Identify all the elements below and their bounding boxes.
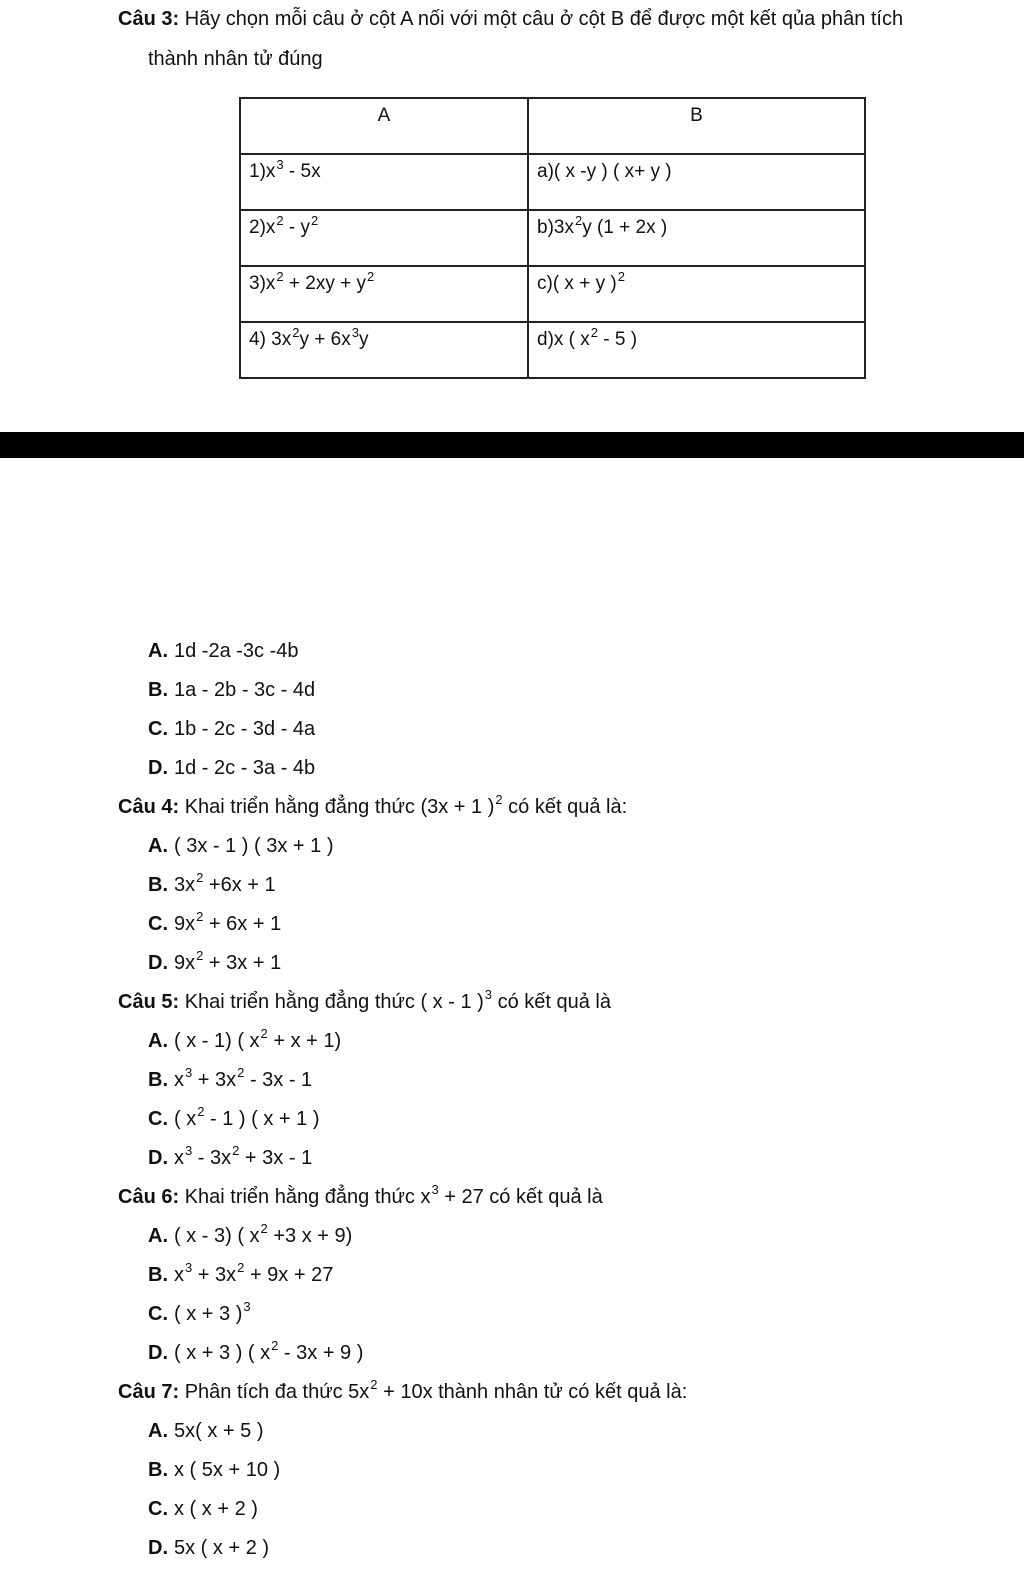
text-span: + 3x + 1 [203,952,282,974]
text-span: 2)x [249,217,276,238]
option-letter: A. [148,640,168,662]
superscript: 2 [197,1104,205,1119]
text-span: + 3x [192,1264,237,1286]
column-a-header: A [240,98,528,154]
text-span: - 5 ) [598,329,638,350]
text-span: Khai triển hằng đẳng thức (3x + 1 ) [184,796,495,818]
text-span: ( x + 3 ) [174,1303,243,1325]
text-span: 1d -2a -3c -4b [174,640,299,662]
option-letter: A. [148,1030,168,1052]
text-span: có kết quả là: [502,796,628,818]
cell-a-3 [240,266,528,322]
superscript: 2 [237,1065,245,1080]
cell-b-3 [528,266,865,322]
superscript: 2 [574,213,583,228]
text-span: +3 x + 9) [267,1225,353,1247]
cell-a-1 [240,154,528,210]
text-span: ( x - 1) ( x [174,1030,260,1052]
option-letter: D. [148,952,168,974]
cell-b-1 [528,154,865,210]
column-b-header: B [528,98,865,154]
superscript: 3 [484,987,493,1002]
question-label: Câu 5: [118,991,180,1013]
q5-option-b[interactable] [148,1065,313,1092]
superscript: 2 [260,1026,268,1041]
text-span: +6x + 1 [203,874,276,896]
text-span: Khai triển hằng đẳng thức ( x - 1 ) [184,991,484,1013]
text-span: d)x ( x [537,329,590,350]
q6-option-b[interactable] [148,1260,334,1287]
question-label: Câu 3: [118,8,180,30]
q4-option-d[interactable] [148,948,282,975]
superscript: 2 [617,269,625,284]
text-span: ( x [174,1108,197,1130]
text-span: 5x( x + 5 ) [174,1420,264,1442]
superscript: 2 [590,325,599,340]
question-label: Câu 4: [118,796,180,818]
text-span: + 10x thành nhân tử có kết quả là: [377,1381,688,1403]
superscript: 2 [196,909,204,924]
text-span: + 3x - 1 [239,1147,313,1169]
question-4-title [118,792,628,819]
text-span: có kết quả là [492,991,611,1013]
q7-option-d[interactable] [148,1537,269,1560]
q7-option-c[interactable] [148,1498,258,1521]
text-span: + 27 có kết quả là [438,1186,603,1208]
text-span: x [174,1147,184,1169]
text-span: 9x [174,952,196,974]
q6-option-d[interactable] [148,1338,364,1365]
text-span: 3x [174,874,196,896]
cell-a-4 [240,322,528,378]
cell-b-4 [528,322,865,378]
q3-option-b[interactable] [148,679,315,702]
q6-option-c[interactable] [148,1299,251,1326]
text-span: a)( x -y ) ( x+ y ) [537,161,672,182]
q7-option-a[interactable] [148,1420,263,1443]
option-letter: B. [148,1069,168,1091]
text-span: + 3x [192,1069,237,1091]
matching-table [239,97,866,379]
text-span: - 5x [283,161,321,182]
question-6-title [118,1182,603,1209]
text-span: y [358,329,369,350]
text-span: + 6x + 1 [203,913,282,935]
superscript: 3 [276,157,284,172]
text-span: - 3x - 1 [244,1069,313,1091]
option-letter: C. [148,913,168,935]
question-5-title [118,987,611,1014]
text-span: x ( x + 2 ) [174,1498,258,1520]
text-span: + 9x + 27 [244,1264,334,1286]
option-letter: A. [148,835,168,857]
table-row [240,322,865,378]
superscript: 2 [260,1221,268,1236]
q5-option-d[interactable] [148,1143,313,1170]
text-span: b)3x [537,217,574,238]
superscript: 3 [431,1182,439,1197]
superscript: 3 [351,325,359,340]
superscript: 2 [276,269,284,284]
option-letter: B. [148,1459,168,1481]
text-span: y + 6x [299,329,351,350]
superscript: 2 [237,1260,245,1275]
text-span: ( x + 3 ) ( x [174,1342,271,1364]
text-span: x [174,1264,184,1286]
option-letter: A. [148,1225,168,1247]
text-span: + x + 1) [267,1030,342,1052]
option-letter: D. [148,1342,168,1364]
q3-option-c[interactable] [148,718,315,741]
superscript: 2 [367,269,375,284]
text-span: 1d - 2c - 3a - 4b [174,757,316,779]
option-letter: C. [148,718,168,740]
q7-option-b[interactable] [148,1459,280,1482]
text-span: + 2xy + y [283,273,367,294]
text-span: - 1 ) ( x + 1 ) [204,1108,320,1130]
q4-option-a[interactable] [148,835,333,858]
question-3-text-continued: thành nhân tử đúng [148,48,323,70]
question-text: Hãy chọn mỗi câu ở cột A nối với một câu ở cột B để được một kết qủa phân tích [184,8,904,30]
text-span: Khai triển hằng đẳng thức x [184,1186,431,1208]
text-span: c)( x + y ) [537,273,617,294]
option-letter: B. [148,874,168,896]
superscript: 3 [185,1065,193,1080]
option-letter: D. [148,1147,168,1169]
option-letter: B. [148,679,168,701]
option-letter: B. [148,1264,168,1286]
text-span: x ( 5x + 10 ) [174,1459,281,1481]
text-span: x [174,1069,184,1091]
q3-option-d[interactable] [148,757,315,780]
q6-option-a[interactable] [148,1221,353,1248]
text-span: 9x [174,913,196,935]
cell-a-2 [240,210,528,266]
superscript: 2 [196,870,204,885]
table-header-row [240,98,865,154]
option-letter: A. [148,1420,168,1442]
text-span: 1b - 2c - 3d - 4a [174,718,316,740]
text-span: ( 3x - 1 ) ( 3x + 1 ) [174,835,334,857]
text-span: 3)x [249,273,276,294]
q5-option-c[interactable] [148,1104,320,1131]
text-span: 5x ( x + 2 ) [174,1537,270,1559]
superscript: 2 [271,1338,279,1353]
question-7-title [118,1377,688,1404]
question-label: Câu 6: [118,1186,180,1208]
text-span: - 3x [192,1147,232,1169]
q5-option-a[interactable] [148,1026,342,1053]
q4-option-b[interactable] [148,870,276,897]
text-span: Phân tích đa thức 5x [184,1381,370,1403]
text-span: ( x - 3) ( x [174,1225,260,1247]
option-letter: C. [148,1303,168,1325]
cell-b-2 [528,210,865,266]
text-span: 1)x [249,161,276,182]
text-span: - 3x + 9 ) [278,1342,364,1364]
black-divider-bar [0,432,1024,458]
superscript: 3 [185,1260,193,1275]
question-label: Câu 7: [118,1381,180,1403]
superscript: 2 [276,213,284,228]
text-span: 4) 3x [249,329,292,350]
table-row [240,210,865,266]
text-span: - y [283,217,311,238]
option-letter: D. [148,1537,168,1559]
option-letter: C. [148,1108,168,1130]
text-span: 1a - 2b - 3c - 4d [174,679,316,701]
superscript: 2 [370,1377,378,1392]
table-row [240,266,865,322]
superscript: 2 [292,325,300,340]
superscript: 2 [495,792,503,807]
superscript: 2 [311,213,319,228]
superscript: 2 [232,1143,240,1158]
text-span: y (1 + 2x ) [582,217,668,238]
superscript: 3 [185,1143,193,1158]
q4-option-c[interactable] [148,909,282,936]
option-letter: C. [148,1498,168,1520]
question-3-title [118,8,903,31]
q3-option-a[interactable] [148,640,299,663]
table-row [240,154,865,210]
option-letter: D. [148,757,168,779]
superscript: 3 [243,1299,251,1314]
superscript: 2 [196,948,204,963]
